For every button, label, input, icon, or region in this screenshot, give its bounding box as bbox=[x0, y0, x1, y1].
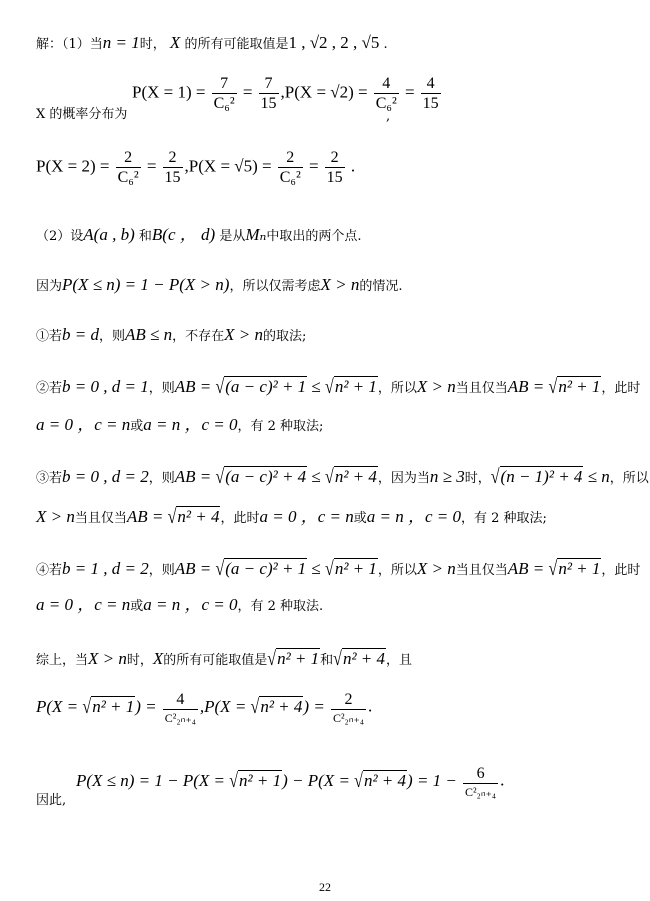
x-values: 1 , √2 , 2 , √5 bbox=[288, 33, 380, 52]
p1-p2-equation: P(X = 1) = $\frac{7}{\text{C₆²}}$ = $\frac{7}{15}$ ,P(X = √2) = $\frac{4}{\text{C₆²}}$ = $\frac{4}{15}$ bbox=[132, 75, 439, 112]
fraction: $\frac{2}{\text{C²₂ₙ₊₄}}$ bbox=[332, 691, 365, 725]
fraction: $\frac{4}{\text{C²₂ₙ₊₄}}$ bbox=[164, 691, 196, 725]
final-equation: P(X ≤ n) = 1 − P(X = √n² + 1) − P(X = √n² + 4) = 1 − $\frac{6}{\text{C²₂ₙ₊₄}}$ . bbox=[76, 765, 505, 799]
case2-line1: ②若b = 0 , d = 1，则AB = √(a − c)² + 1 ≤ √n² + 1，所以X > n当且仅当AB = √n² + 1，此时 bbox=[36, 376, 641, 398]
case4-line1: ④若b = 1 , d = 2，则AB = √(a − c)² + 1 ≤ √n² + 1，所以X > n当且仅当AB = √n² + 1，此时 bbox=[36, 558, 641, 580]
fraction: $\frac{2}{15}$ bbox=[326, 149, 343, 186]
fraction: $\frac{7}{\text{C₆²}}$ bbox=[213, 75, 235, 112]
case4-line2: a = 0 ，c = n或a = n ，c = 0，有 2 种取法. bbox=[36, 595, 324, 614]
fraction: $\frac{4}{\text{C₆²}}$ bbox=[375, 75, 397, 112]
fraction: $\frac{2}{15}$ bbox=[164, 149, 181, 186]
p3-p4-equation: P(X = 2) = $\frac{2}{\text{C₆²}}$ = $\frac{2}{15}$ ,P(X = √5) = $\frac{2}{\text{C₆²}}$ = $\frac{2}{15}$ . bbox=[36, 149, 356, 186]
case3-line2: X > n当且仅当AB = √n² + 4，此时a = 0 ，c = n或a = n ，c = 0，有 2 种取法; bbox=[36, 506, 547, 528]
part1-intro-line: 解：（1）当n = 1时， X 的所有可能取值是1 , √2 , 2 , √5 . bbox=[36, 33, 388, 52]
fraction: $\frac{2}{\text{C₆²}}$ bbox=[279, 149, 301, 186]
distribution-label: X 的概率分布为 bbox=[36, 107, 128, 122]
fraction: $\frac{4}{15}$ bbox=[422, 75, 439, 112]
case3-line1: ③若b = 0 , d = 2，则AB = √(a − c)² + 4 ≤ √n² + 4，因为当n ≥ 3时，√(n − 1)² + 4 ≤ n，所以 bbox=[36, 466, 649, 488]
hence-label: 因此, bbox=[36, 793, 67, 808]
summary-probabilities: P(X = √n² + 1) = $\frac{4}{\text{C²₂ₙ₊₄}}$ ,P(X = √n² + 4) = $\frac{2}{\text{C²₂ₙ₊₄}}$ . bbox=[36, 691, 373, 725]
page-number: 22 bbox=[319, 880, 331, 894]
fraction: $\frac{2}{\text{C₆²}}$ bbox=[117, 149, 139, 186]
fraction: $\frac{7}{15}$ bbox=[260, 75, 277, 112]
case2-line2: a = 0 ，c = n或a = n ，c = 0，有 2 种取法; bbox=[36, 415, 324, 434]
summary-line: 综上，当X > n时，X的所有可能取值是√n² + 1和√n² + 4，且 bbox=[36, 648, 413, 670]
part2-reason-line: 因为P(X ≤ n) = 1 − P(X > n)，所以仅需考虑X > n的情况. bbox=[36, 275, 403, 294]
fraction: $\frac{6}{\text{C²₂ₙ₊₄}}$ bbox=[465, 765, 497, 799]
case1-line: ①若b = d，则AB ≤ n，不存在X > n的取法; bbox=[36, 325, 307, 344]
comma: , bbox=[386, 109, 391, 124]
part2-setup-line: （2）设A(a , b) 和B(c ， d) 是从Mₙ中取出的两个点. bbox=[36, 225, 362, 244]
